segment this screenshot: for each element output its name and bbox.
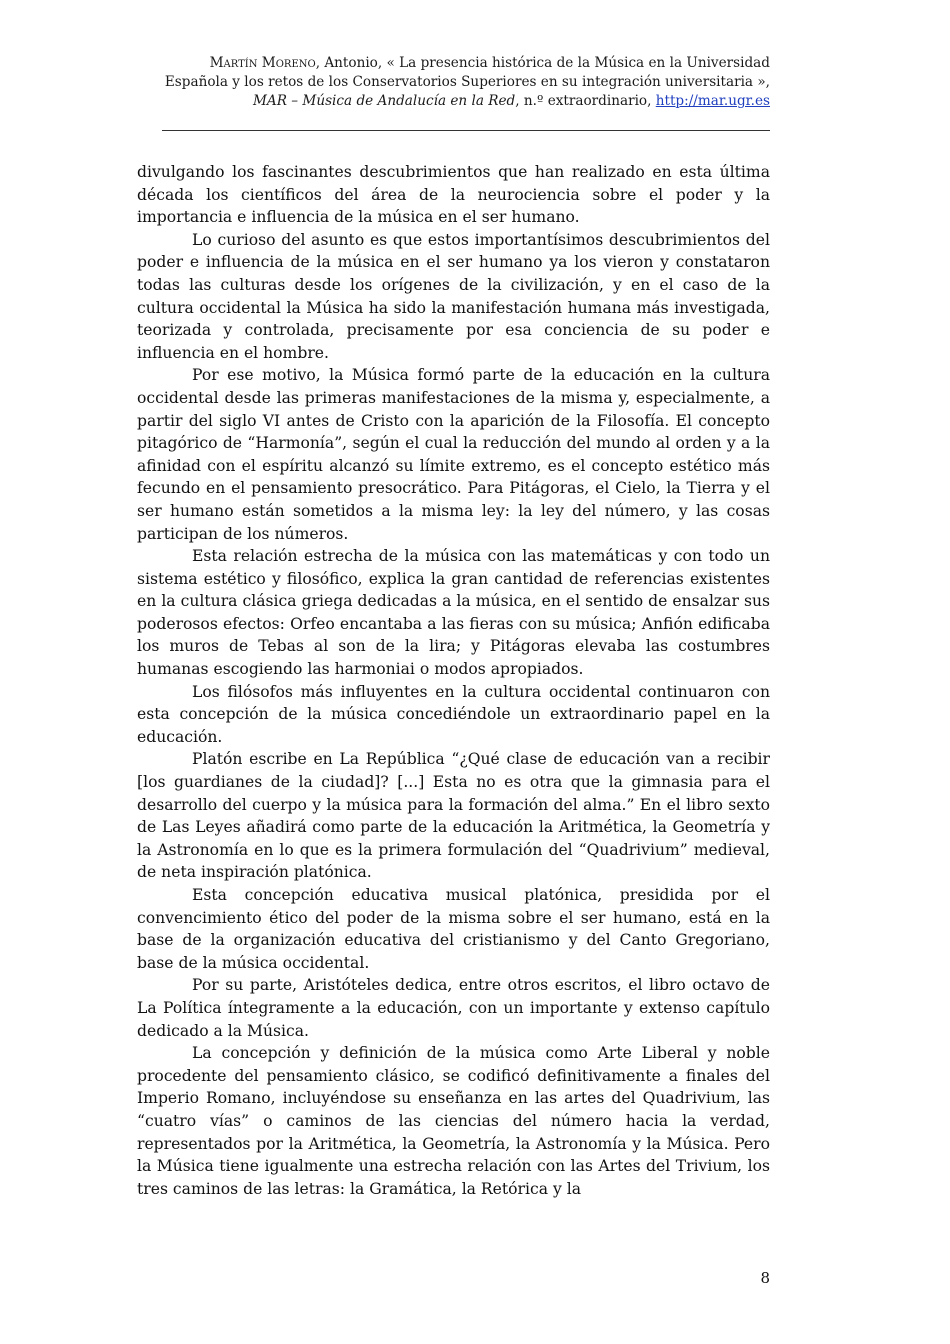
paragraph: Platón escribe en La República “¿Qué clase de educación van a recibir [los guardianes de la ciudad]? [...] Esta no es otra que la gimnasia para el desarrollo del cuerpo y la música para la formación del alma.” En el libro sexto de Las Leyes añadirá como parte de la educación la Aritmética, la Geometría y la Astronomía en lo que es la primera formulación del “Quadrivium” medieval, de neta inspiración platónica. <box>137 750 770 882</box>
page-number: 8 <box>760 1269 770 1287</box>
header-author: Martín Moreno <box>209 55 316 71</box>
paragraph: Esta relación estrecha de la música con las matemáticas y con todo un sistema estético y filosófico, explica la gran cantidad de referencias existentes en la cultura clásica griega dedicadas a la música, en el sentido de ensalzar sus poderosos efectos: Orfeo encantaba a las fieras con su música; Anfión edificaba los muros de Tebas al son de la lira; y Pitágoras elevaba las costumbres humanas escogiendo las harmoniai o modos apropiados. <box>137 547 770 679</box>
header-divider <box>162 130 770 131</box>
body-text <box>137 161 770 1200</box>
paragraph: Los filósofos más influyentes en la cultura occidental continuaron con esta concepción de la música concediéndole un extraordinario papel en la educación. <box>137 682 770 746</box>
paragraph: Por ese motivo, la Música formó parte de la educación en la cultura occidental desde las primeras manifestaciones de la misma y, especialmente, a partir del siglo VI antes de Cristo con la aparición de la Filosofía. El concepto pitagórico de “Harmonía”, según el cual la reducción del mundo al orden y a la afinidad con el espíritu alcanzó su límite extremo, es el concepto estético más fecundo en el pensamiento presocrático. Para Pitágoras, el Cielo, la Tierra y el ser humano están sometidos a la misma ley: la ley del número, y las cosas participan de los números. <box>137 366 770 543</box>
running-header <box>150 54 770 111</box>
paragraph: Por su parte, Aristóteles dedica, entre otros escritos, el libro octavo de La Política íntegramente a la educación, con un importante y extenso capítulo dedicado a la Música. <box>137 976 770 1040</box>
header-journal: MAR – Música de Andalucía en la Red <box>253 93 516 109</box>
header-url-link[interactable]: http://mar.ugr.es <box>655 93 770 109</box>
paragraph: Lo curioso del asunto es que estos importantísimos descubrimientos del poder e influencia de la música en el ser humano ya los vieron y constataron todas las culturas desde los orígenes de la civilización, y en el caso de la cultura occidental la Música ha sido la manifestación humana más investigada, teorizada y controlada, precisamente por esa conciencia de su poder e influencia en el hombre. <box>137 230 770 362</box>
header-issue: , n.º extraordinario, <box>515 93 656 109</box>
header-title: , Antonio, « La presencia histórica de la Música en la Universidad Española y los retos de los Conservatorios Superiores en su integración universitaria », <box>164 55 770 90</box>
paragraph: divulgando los fascinantes descubrimientos que han realizado en esta última década los científicos del área de la neurociencia sobre el poder y la importancia e influencia de la música en el ser humano. <box>137 163 770 227</box>
paragraph: La concepción y definición de la música como Arte Liberal y noble procedente del pensamiento clásico, se codificó definitivamente a finales del Imperio Romano, incluyéndose su enseñanza en las artes del Quadrivium, las “cuatro vías” o caminos de las ciencias del número hacia la verdad, representados por la Aritmética, la Geometría, la Astronomía y la Música. Pero la Música tiene igualmente una estrecha relación con las Artes del Trivium, los tres caminos de las letras: la Gramática, la Retórica y la <box>137 1044 770 1198</box>
paragraph: Esta concepción educativa musical platónica, presidida por el convencimiento ético del poder de la misma sobre el ser humano, está en la base de la organización educativa del cristianismo y del Canto Gregoriano, base de la música occidental. <box>137 886 770 972</box>
